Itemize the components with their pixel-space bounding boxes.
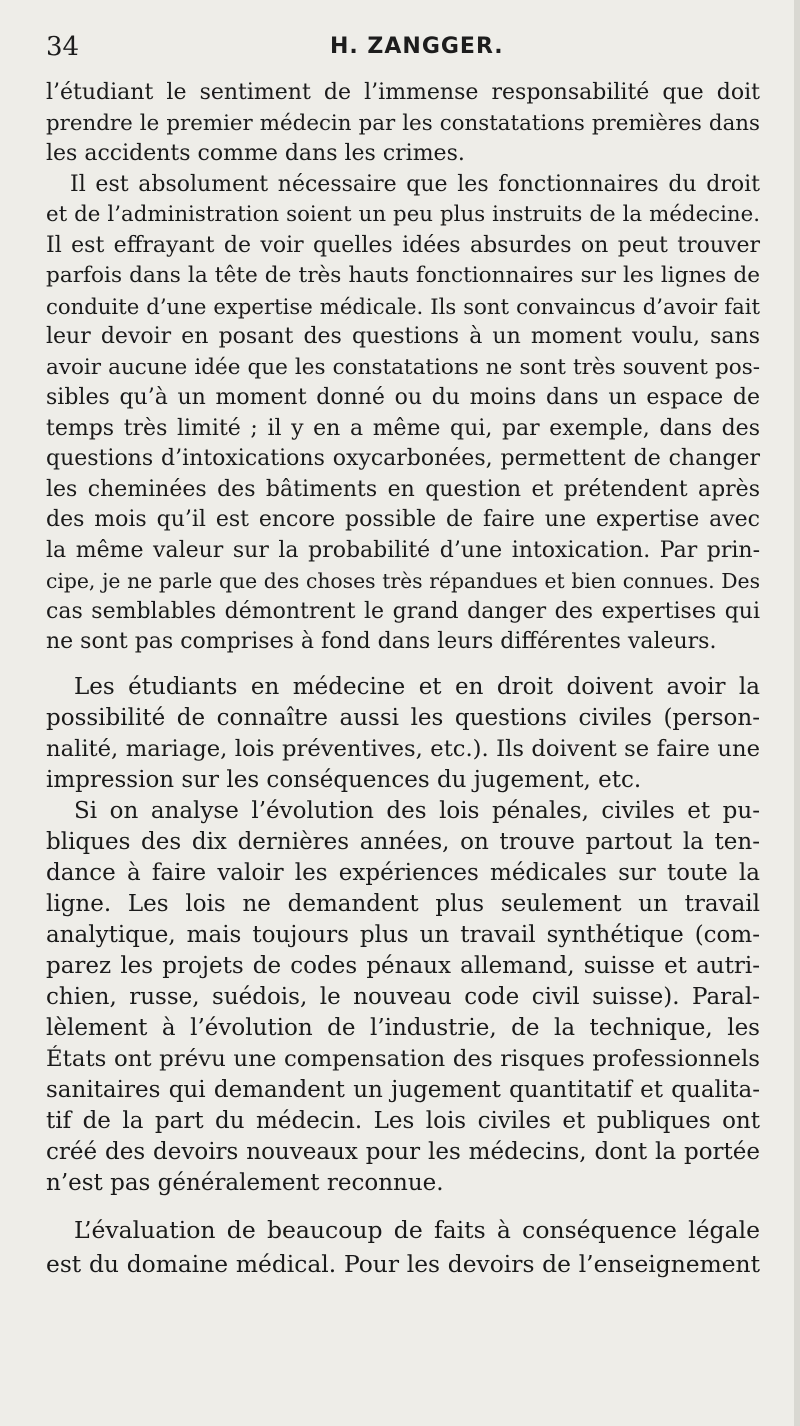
text-line: Si on analyse l’évolution des lois pénales, civiles et pu- bbox=[74, 797, 760, 824]
text-line: cas semblables démontrent le grand danger des expertises qui bbox=[46, 598, 760, 624]
text-line: temps très limité ; il y en a même qui, par exemple, dans des bbox=[46, 415, 760, 441]
text-line: L’évaluation de beaucoup de faits à conséquence légale bbox=[74, 1215, 760, 1244]
text-line: avoir aucune idée que les constatations ne sont très souvent pos- bbox=[46, 354, 760, 380]
page-header bbox=[46, 30, 758, 66]
text-line: Les étudiants en médecine et en droit doivent avoir la bbox=[74, 673, 760, 700]
paragraph bbox=[46, 170, 760, 658]
text-line: analytique, mais toujours plus un travail synthétique (com- bbox=[46, 921, 760, 948]
text-line: les accidents comme dans les crimes. bbox=[46, 141, 465, 166]
text-line: ne sont pas comprises à fond dans leurs différentes valeurs. bbox=[46, 629, 717, 654]
text-line: États ont prévu une compensation des risques professionnels bbox=[46, 1045, 760, 1072]
text-line: parfois dans la tête de très hauts fonctionnaires sur les lignes de bbox=[46, 263, 760, 288]
text-line: lèlement à l’évolution de l’industrie, de la technique, les bbox=[46, 1014, 760, 1041]
text-line: nalité, mariage, lois préventives, etc.). Ils doivent se faire une bbox=[46, 735, 760, 762]
paragraph bbox=[46, 796, 760, 1199]
text-line: les cheminées des bâtiments en question et prétendent après bbox=[46, 476, 760, 502]
text-line: tif de la part du médecin. Les lois civiles et publiques ont bbox=[46, 1107, 760, 1134]
paragraph bbox=[46, 1213, 760, 1281]
running-head: H. ZANGGER. bbox=[330, 34, 504, 59]
text-line: créé des devoirs nouveaux pour les médecins, dont la portée bbox=[46, 1138, 760, 1165]
text-line: n’est pas généralement reconnue. bbox=[46, 1169, 444, 1196]
text-line: leur devoir en posant des questions à un moment voulu, sans bbox=[46, 324, 760, 349]
text-line: impression sur les conséquences du jugement, etc. bbox=[46, 766, 642, 793]
text-line: sanitaires qui demandent un jugement quantitatif et qualita- bbox=[46, 1076, 760, 1103]
text-line: l’étudiant le sentiment de l’immense responsabilité que doit bbox=[46, 80, 760, 105]
text-line: dance à faire valoir les expériences médicales sur toute la bbox=[46, 859, 760, 886]
page-number: 34 bbox=[46, 32, 80, 62]
page-body bbox=[46, 78, 760, 1281]
text-line: la même valeur sur la probabilité d’une intoxication. Par prin- bbox=[46, 537, 760, 563]
text-line: bliques des dix dernières années, on trouve partout la ten- bbox=[46, 828, 760, 855]
page-edge bbox=[794, 0, 800, 1426]
paragraph bbox=[46, 78, 760, 170]
paragraph bbox=[46, 672, 760, 796]
text-line: parez les projets de codes pénaux allemand, suisse et autri- bbox=[46, 952, 760, 979]
text-line: conduite d’une expertise médicale. Ils sont convaincus d’avoir fait bbox=[46, 293, 760, 319]
text-line: Il est effrayant de voir quelles idées absurdes on peut trouver bbox=[46, 232, 760, 258]
text-line: questions d’intoxications oxycarbonées, permettent de changer bbox=[46, 446, 760, 471]
text-line: des mois qu’il est encore possible de faire une expertise avec bbox=[46, 507, 760, 532]
text-line: prendre le premier médecin par les constatations premières dans bbox=[46, 110, 760, 136]
text-line: cipe, je ne parle que des choses très répandues et bien connues. Des bbox=[46, 569, 760, 593]
text-line: ligne. Les lois ne demandent plus seulement un travail bbox=[46, 890, 760, 917]
text-line: chien, russe, suédois, le nouveau code civil suisse). Paral- bbox=[46, 983, 760, 1010]
text-line: et de l’administration soient un peu plus instruits de la médecine. bbox=[46, 202, 760, 227]
text-line: sibles qu’à un moment donné ou du moins dans un espace de bbox=[46, 385, 760, 410]
text-line: est du domaine médical. Pour les devoirs de l’enseignement bbox=[46, 1249, 760, 1278]
text-line: possibilité de connaître aussi les questions civiles (person- bbox=[46, 704, 760, 731]
text-line: Il est absolument nécessaire que les fonctionnaires du droit bbox=[70, 171, 760, 197]
